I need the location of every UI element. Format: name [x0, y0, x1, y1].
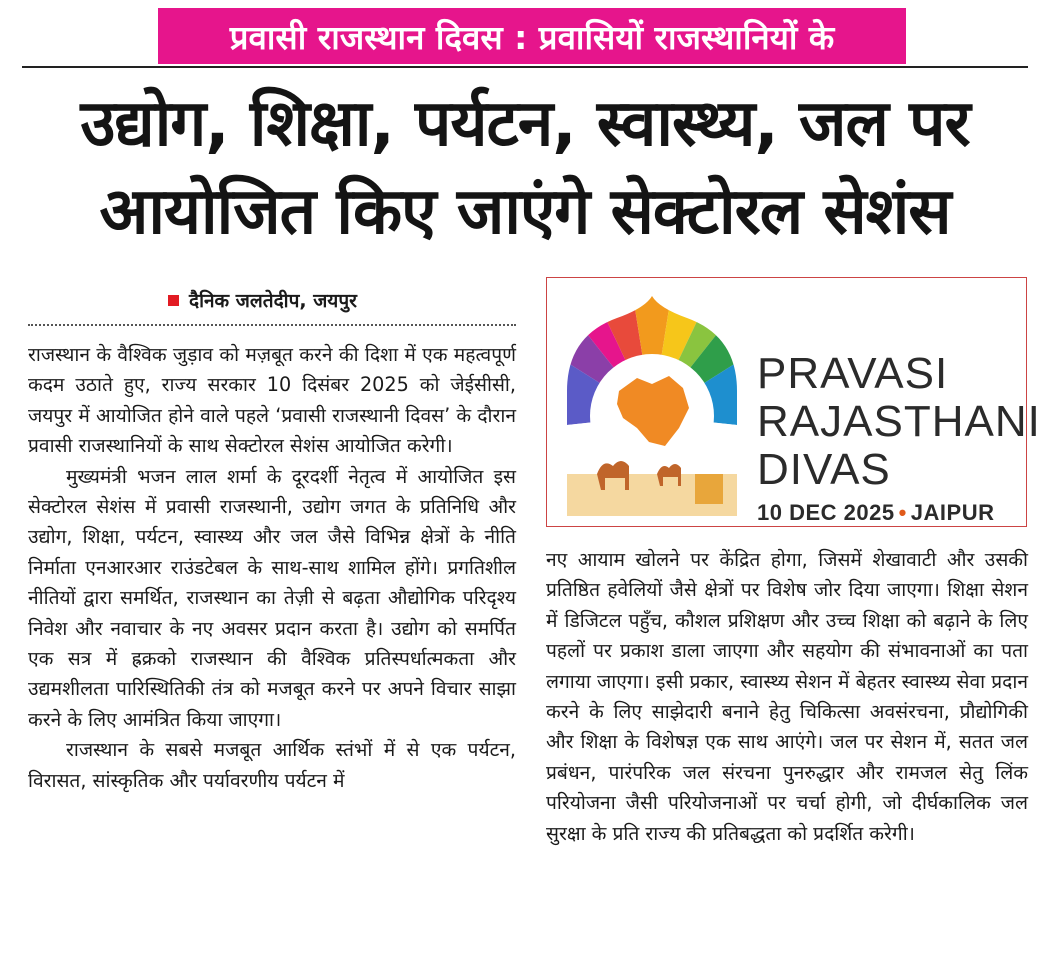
headline-line-2: आयोजित किए जाएंगे सेक्टोरल सेशंस	[99, 175, 951, 249]
logo-city: JAIPUR	[910, 500, 995, 525]
logo-separator: •	[898, 500, 907, 525]
headline	[22, 80, 1028, 256]
logo-line-3: DIVAS	[757, 445, 891, 494]
top-divider	[22, 66, 1028, 68]
event-logo-box	[546, 277, 1041, 527]
article-paragraph: राजस्थान के सबसे मजबूत आर्थिक स्तंभों में से एक पर्यटन, विरासत, सांस्कृतिक और पर्यावरणीय पर्यटन में	[28, 738, 516, 792]
byline	[168, 284, 357, 316]
byline-text: दैनिक जलतेदीप, जयपुर	[189, 290, 357, 312]
logo-line-1: PRAVASI	[757, 349, 949, 398]
article-column-left	[28, 340, 516, 796]
dotted-divider	[28, 324, 516, 326]
kicker-banner: प्रवासी राजस्थान दिवस : प्रवासियों राजस्थानियों के	[158, 8, 906, 64]
headline-line-1: उद्योग, शिक्षा, पर्यटन, स्वास्थ्य, जल पर	[80, 87, 970, 161]
article-paragraph: नए आयाम खोलने पर केंद्रित होगा, जिसमें शेखावाटी और उसकी प्रतिष्ठित हवेलियों जैसे क्षेत्रों पर विशेष जोर दिया जाएगा। शिक्षा सेशन में डिजिटल पहुँच, कौशल प्रशिक्षण और उच्च शिक्षा को बढ़ाने के लिए पहलों पर प्रकाश डाला जाएगा और सहयोग की संभावनाओं का पता लगाया जाएगा। इसी प्रकार, स्वास्थ्य सेशन में बेहतर स्वास्थ्य सेवा प्रदान करने के लिए साझेदारी बनाने हेतु चिकित्सा अवसंरचना, प्रौद्योगिकी और शिक्षा के विशेषज्ञ एक साथ आएंगे। जल पर सेशन में, सतत जल प्रबंधन, पारंपरिक जल संरचना पुनरुद्धार और रामजल सेतु लिंक परियोजना जैसी परियोजनाओं पर चर्चा होगी, जो दीर्घकालिक जल सुरक्षा के प्रति राज्य की प्रतिबद्धता को प्रदर्शित करेगी।	[546, 548, 1028, 845]
logo-line-2: RAJASTHANI	[757, 397, 1041, 446]
logo-date-line	[757, 500, 1041, 526]
logo-date: 10 DEC 2025	[757, 500, 895, 525]
pravasi-arch-logo-icon	[557, 296, 747, 516]
article-column-right	[546, 545, 1028, 849]
article-paragraph: राजस्थान के वैश्विक जुड़ाव को मज़बूत करने की दिशा में एक महत्वपूर्ण कदम उठाते हुए, राज्य सरकार 10 दिसंबर 2025 को जेईसीसी, जयपुर में आयोजित होने वाले पहले ‘प्रवासी राजस्थानी दिवस’ के दौरान प्रवासी राजस्थानियों के साथ सेक्टोरल सेशंस आयोजित करेगी।	[28, 343, 516, 458]
article-paragraph: मुख्यमंत्री भजन लाल शर्मा के दूरदर्शी नेतृत्व में आयोजित इस सेक्टोरल सेशंस में प्रवासी राजस्थानी, उद्योग जगत के प्रतिनिधि और उद्योग, शिक्षा, पर्यटन, स्वास्थ्य और जल जैसे विभिन्न क्षेत्रों के नीति निर्माता एनआरआर राउंडटेबल के साथ-साथ शामिल होंगे। प्रगतिशील नीतियों द्वारा समर्थित, राजस्थान का तेज़ी से बढ़ता औद्योगिक परिदृश्य निवेश और नवाचार के नए अवसर प्रदान करता है। उद्योग को समर्पित एक सत्र में ह्रक्रको राजस्थान की वैश्विक प्रतिस्पर्धात्मकता और उद्यमशीलता पारिस्थितिकी तंत्र को मजबूत करने पर अपने विचार साझा करने के लिए आमंत्रित किया जाएगा।	[28, 464, 516, 731]
logo-wordmark	[757, 350, 1041, 526]
byline-bullet-icon	[168, 295, 179, 306]
